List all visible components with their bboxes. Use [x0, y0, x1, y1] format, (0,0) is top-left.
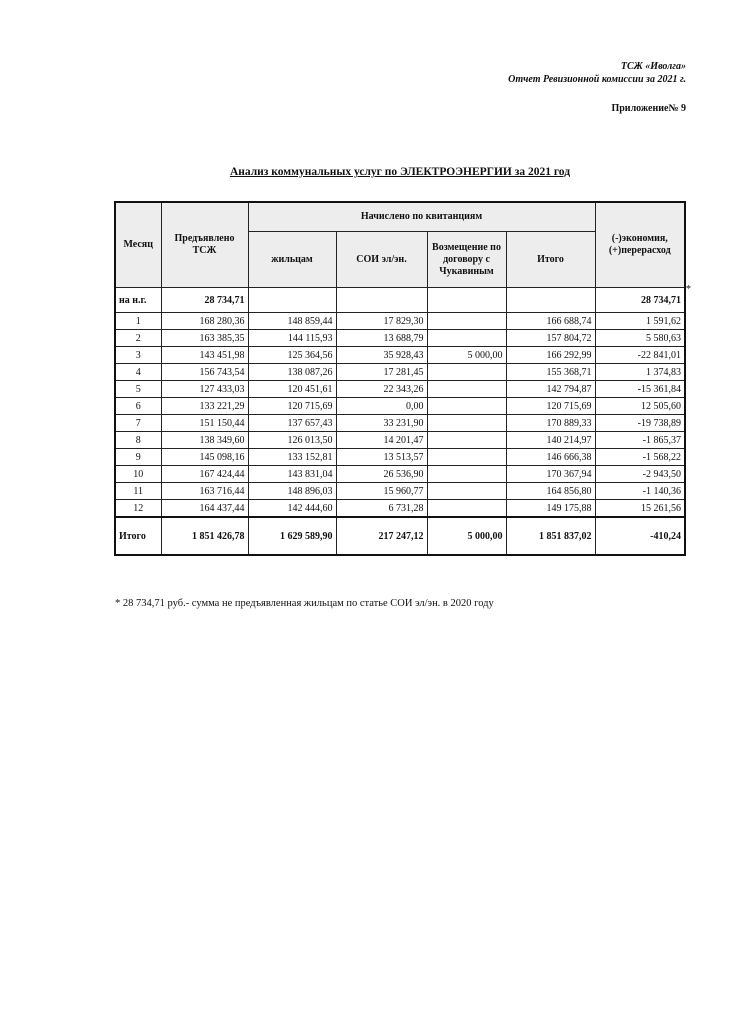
- document-title: Анализ коммунальных услуг по ЭЛЕКТРОЭНЕРГИИ за 2021 год: [229, 166, 571, 178]
- opening-diff: 28 734,71: [595, 288, 685, 313]
- cell-month: 11: [115, 483, 161, 500]
- cell-residents: 142 444,60: [248, 500, 336, 518]
- cell-month: 7: [115, 415, 161, 432]
- opening-total: [506, 288, 595, 313]
- cell-compensation: [427, 330, 506, 347]
- cell-diff: -15 361,84: [595, 381, 685, 398]
- table-row: [115, 347, 685, 364]
- cell-month: 2: [115, 330, 161, 347]
- opening-balance-row: [115, 288, 685, 313]
- cell-residents: 137 657,43: [248, 415, 336, 432]
- cell-presented: 133 221,29: [161, 398, 248, 415]
- organization-name: ТСЖ «Иволга»: [620, 61, 686, 72]
- cell-compensation: [427, 415, 506, 432]
- table-row: [115, 500, 685, 518]
- cell-total: 140 214,97: [506, 432, 595, 449]
- cell-residents: 133 152,81: [248, 449, 336, 466]
- cell-month: 3: [115, 347, 161, 364]
- cell-presented: 143 451,98: [161, 347, 248, 364]
- cell-month: 9: [115, 449, 161, 466]
- col-header-residents: жильцам: [248, 232, 336, 288]
- opening-soi: [336, 288, 427, 313]
- cell-soi: 13 513,57: [336, 449, 427, 466]
- cell-total: 164 856,80: [506, 483, 595, 500]
- opening-label: на н.г.: [115, 288, 161, 313]
- cell-diff: 1 591,62: [595, 313, 685, 330]
- totals-total: 1 851 837,02: [506, 517, 595, 555]
- col-header-presented: Предъявлено ТСЖ: [161, 202, 248, 288]
- cell-residents: 120 715,69: [248, 398, 336, 415]
- cell-presented: 138 349,60: [161, 432, 248, 449]
- opening-compensation: [427, 288, 506, 313]
- cell-soi: 13 688,79: [336, 330, 427, 347]
- table-row: [115, 398, 685, 415]
- cell-presented: 156 743,54: [161, 364, 248, 381]
- cell-diff: -22 841,01: [595, 347, 685, 364]
- cell-presented: 127 433,03: [161, 381, 248, 398]
- cell-compensation: [427, 398, 506, 415]
- cell-month: 8: [115, 432, 161, 449]
- cell-diff: 15 261,56: [595, 500, 685, 518]
- table-row: [115, 415, 685, 432]
- cell-diff: -1 865,37: [595, 432, 685, 449]
- cell-month: 6: [115, 398, 161, 415]
- cell-soi: 35 928,43: [336, 347, 427, 364]
- cell-compensation: [427, 449, 506, 466]
- cell-compensation: [427, 432, 506, 449]
- table-row: [115, 483, 685, 500]
- cell-diff: -1 568,22: [595, 449, 685, 466]
- table-row: [115, 381, 685, 398]
- cell-compensation: [427, 364, 506, 381]
- cell-total: 155 368,71: [506, 364, 595, 381]
- cell-total: 166 292,99: [506, 347, 595, 364]
- table-row: [115, 330, 685, 347]
- cell-month: 10: [115, 466, 161, 483]
- cell-diff: -2 943,50: [595, 466, 685, 483]
- cell-soi: 22 343,26: [336, 381, 427, 398]
- cell-soi: 26 536,90: [336, 466, 427, 483]
- cell-compensation: [427, 313, 506, 330]
- col-header-charged-group: Начислено по квитанциям: [248, 202, 595, 232]
- cell-total: 166 688,74: [506, 313, 595, 330]
- cell-compensation: [427, 500, 506, 518]
- cell-presented: 167 424,44: [161, 466, 248, 483]
- col-header-total: Итого: [506, 232, 595, 288]
- cell-compensation: [427, 483, 506, 500]
- cell-soi: 17 281,45: [336, 364, 427, 381]
- cell-soi: 0,00: [336, 398, 427, 415]
- col-header-soi: СОИ эл/эн.: [336, 232, 427, 288]
- cell-presented: 164 437,44: [161, 500, 248, 518]
- cell-month: 4: [115, 364, 161, 381]
- cell-residents: 148 859,44: [248, 313, 336, 330]
- cell-soi: 17 829,30: [336, 313, 427, 330]
- cell-residents: 143 831,04: [248, 466, 336, 483]
- cell-month: 12: [115, 500, 161, 518]
- col-header-month: Месяц: [115, 202, 161, 288]
- opening-presented: 28 734,71: [161, 288, 248, 313]
- cell-total: 142 794,87: [506, 381, 595, 398]
- cell-diff: 5 580,63: [595, 330, 685, 347]
- totals-label: Итого: [115, 517, 161, 555]
- totals-diff: -410,24: [595, 517, 685, 555]
- report-title: Отчет Ревизионной комиссии за 2021 г.: [508, 74, 686, 85]
- cell-presented: 168 280,36: [161, 313, 248, 330]
- cell-diff: -1 140,36: [595, 483, 685, 500]
- cell-total: 170 889,33: [506, 415, 595, 432]
- cell-compensation: [427, 381, 506, 398]
- cell-residents: 120 451,61: [248, 381, 336, 398]
- totals-soi: 217 247,12: [336, 517, 427, 555]
- table-row: [115, 364, 685, 381]
- appendix-number: Приложение№ 9: [611, 103, 686, 114]
- totals-presented: 1 851 426,78: [161, 517, 248, 555]
- cell-total: 149 175,88: [506, 500, 595, 518]
- table-row: [115, 432, 685, 449]
- cell-soi: 14 201,47: [336, 432, 427, 449]
- cell-residents: 148 896,03: [248, 483, 336, 500]
- electricity-analysis-table: [114, 201, 686, 556]
- col-header-diff: (-)экономия, (+)перерасход: [595, 202, 685, 288]
- table-row: [115, 449, 685, 466]
- cell-diff: 1 374,83: [595, 364, 685, 381]
- totals-compensation: 5 000,00: [427, 517, 506, 555]
- table-row: [115, 466, 685, 483]
- cell-compensation: 5 000,00: [427, 347, 506, 364]
- footnote: * 28 734,71 руб.- сумма не предъявленная жильцам по статье СОИ эл/эн. в 2020 году: [115, 598, 494, 609]
- opening-residents: [248, 288, 336, 313]
- cell-month: 5: [115, 381, 161, 398]
- table-row: [115, 313, 685, 330]
- cell-soi: 15 960,77: [336, 483, 427, 500]
- opening-footnote-mark: *: [686, 284, 691, 295]
- cell-diff: 12 505,60: [595, 398, 685, 415]
- cell-residents: 138 087,26: [248, 364, 336, 381]
- cell-total: 146 666,38: [506, 449, 595, 466]
- cell-presented: 151 150,44: [161, 415, 248, 432]
- cell-residents: 126 013,50: [248, 432, 336, 449]
- cell-presented: 163 716,44: [161, 483, 248, 500]
- cell-presented: 145 098,16: [161, 449, 248, 466]
- cell-month: 1: [115, 313, 161, 330]
- cell-total: 157 804,72: [506, 330, 595, 347]
- col-header-compensation: Возмещение по договору с Чукавиным: [427, 232, 506, 288]
- cell-total: 120 715,69: [506, 398, 595, 415]
- cell-total: 170 367,94: [506, 466, 595, 483]
- cell-soi: 33 231,90: [336, 415, 427, 432]
- cell-compensation: [427, 466, 506, 483]
- cell-soi: 6 731,28: [336, 500, 427, 518]
- cell-residents: 144 115,93: [248, 330, 336, 347]
- totals-row: [115, 517, 685, 555]
- totals-residents: 1 629 589,90: [248, 517, 336, 555]
- cell-presented: 163 385,35: [161, 330, 248, 347]
- cell-diff: -19 738,89: [595, 415, 685, 432]
- cell-residents: 125 364,56: [248, 347, 336, 364]
